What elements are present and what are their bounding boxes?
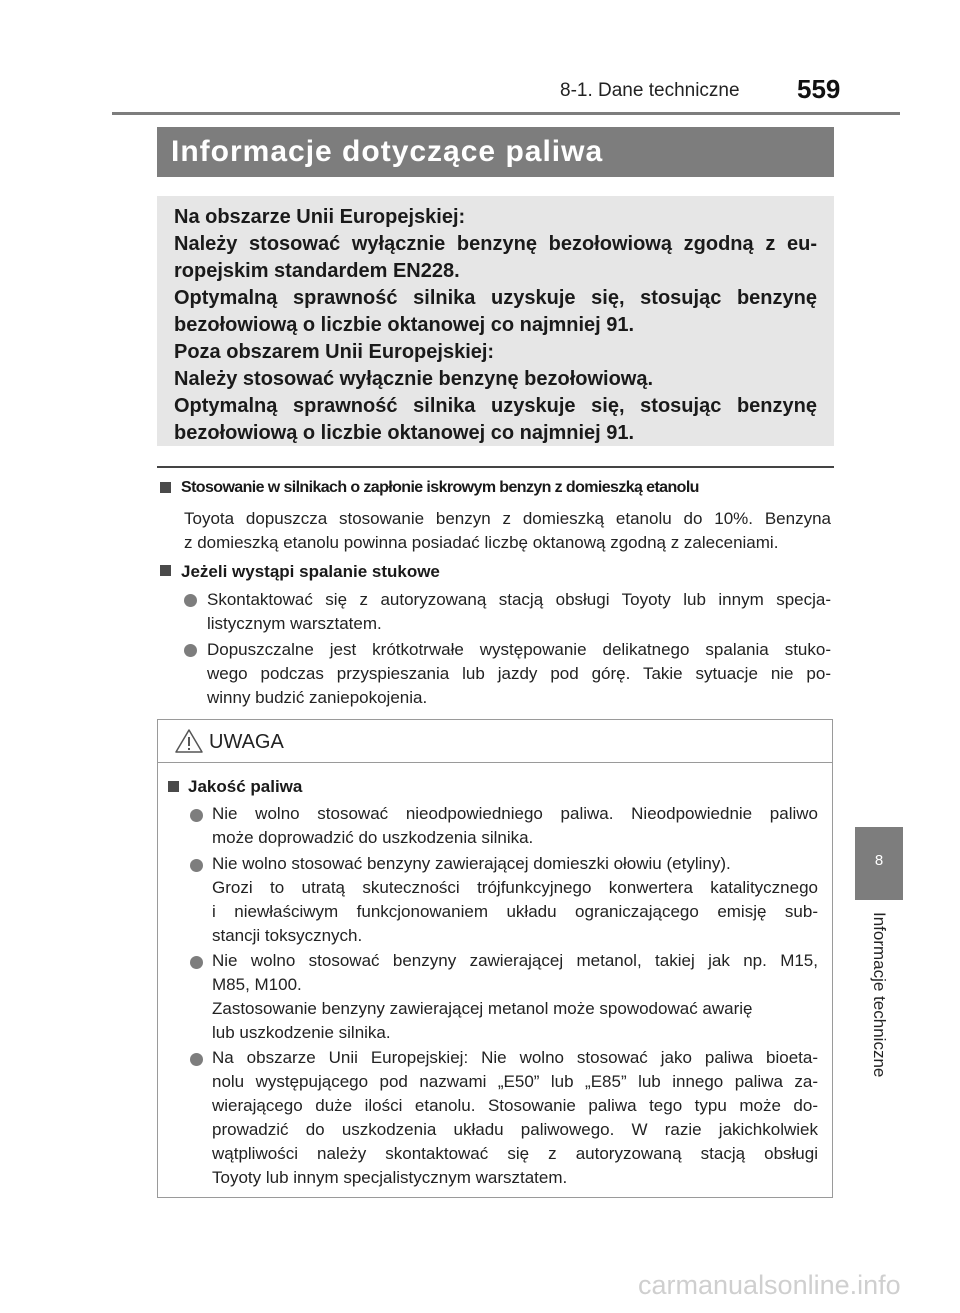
watermark: carmanualsonline.info [638, 1270, 901, 1300]
warning-box [157, 719, 833, 1198]
info-line: Poza obszarem Unii Europejskiej: [174, 341, 495, 363]
bullet-icon [190, 859, 203, 872]
warning-item-text: stancji toksycznych. [212, 926, 363, 945]
fuel-quality-heading: Jakość paliwa [188, 777, 303, 796]
fuel-requirements-box [157, 196, 834, 446]
chapter-number: 8 [874, 852, 884, 869]
warning-item-text: Zastosowanie benzyny zawierającej metanol może spowodować awarię [212, 999, 753, 1018]
warning-item-text: może doprowadzić do uszkodzenia silnika. [212, 828, 534, 847]
ethanol-text: z domieszką etanolu powinna posiadać liczbę oktanową zgodną z zaleceniami. [184, 533, 779, 552]
knock-heading: Jeżeli wystąpi spalanie stukowe [181, 562, 440, 581]
info-line: Na obszarze Unii Europejskiej: [174, 206, 466, 228]
header-divider [112, 112, 900, 115]
square-bullet-icon [160, 565, 171, 576]
warning-item-text: Toyoty lub innym specjalistycznym warsztatem. [212, 1168, 568, 1187]
square-bullet-icon [168, 781, 179, 792]
info-line: Należy stosować wyłącznie benzynę bezołowiową. [174, 368, 654, 390]
section-divider [157, 466, 834, 468]
ethanol-text: Toyota dopuszcza stosowanie benzyn z domieszką etanolu do 10%. Benzyna [184, 509, 831, 528]
knock-item-text: Dopuszczalne jest krótkotrwałe występowanie delikatnego spalania stuko- [207, 640, 831, 659]
ethanol-heading: Stosowanie w silnikach o zapłonie iskrowym benzyn z domieszką etanolu [181, 479, 699, 496]
knock-item-text: wego podczas przyspieszania lub jazdy pod górę. Takie sytuacje nie po- [207, 664, 831, 683]
knock-item-text: listycznym warsztatem. [207, 614, 382, 633]
knock-item-text: winny budzić zaniepokojenia. [207, 688, 428, 707]
info-line: Optymalną sprawność silnika uzyskuje się, stosując benzynę [174, 287, 817, 309]
bullet-icon [190, 956, 203, 969]
info-line: Optymalną sprawność silnika uzyskuje się, stosując benzynę [174, 395, 817, 417]
bullet-icon [184, 644, 197, 657]
warning-item-text: Nie wolno stosować nieodpowiedniego paliwa. Nieodpowiednie paliwo [212, 804, 818, 823]
warning-item-text: wątpliwości należy skontaktować się z autoryzowaną stacją obsługi [212, 1144, 818, 1163]
warning-item-text: i niewłaściwym funkcjonowaniem układu ograniczającego emisję sub- [212, 902, 818, 921]
warning-item-text: Na obszarze Unii Europejskiej: Nie wolno stosować jako paliwa bioeta- [212, 1048, 818, 1067]
page-title: Informacje dotyczące paliwa [171, 135, 604, 168]
chapter-label [864, 912, 894, 1112]
title-bar [157, 127, 834, 177]
knock-item-text: Skontaktować się z autoryzowaną stacją obsługi Toyoty lub innym specja- [207, 590, 831, 609]
square-bullet-icon [160, 482, 171, 493]
info-line: ropejskim standardem EN228. [174, 260, 460, 282]
page-number: 559 [797, 74, 841, 104]
warning-label: UWAGA [209, 731, 284, 753]
chapter-label-text: Informacje techniczne [870, 912, 889, 1078]
section-title: 8-1. Dane techniczne [560, 80, 740, 101]
chapter-tab [855, 827, 903, 900]
warning-item-text: Nie wolno stosować benzyny zawierającej metanol, takiej jak np. M15, [212, 951, 818, 970]
warning-item-text: nolu występującego pod nazwami „E50” lub „E85” lub innego paliwa za- [212, 1072, 818, 1091]
warning-triangle-icon [174, 728, 204, 754]
bullet-icon [190, 1053, 203, 1066]
bullet-icon [184, 594, 197, 607]
bullet-icon [190, 809, 203, 822]
warning-item-text: prowadzić do uszkodzenia układu paliwowego. W razie jakichkolwiek [212, 1120, 818, 1139]
info-line: bezołowiową o liczbie oktanowej co najmniej 91. [174, 422, 635, 444]
warning-item-text: Nie wolno stosować benzyny zawierającej domieszki ołowiu (etyliny). [212, 854, 731, 873]
info-line: bezołowiową o liczbie oktanowej co najmniej 91. [174, 314, 635, 336]
info-line: Należy stosować wyłącznie benzynę bezołowiową zgodną z eu- [174, 233, 817, 255]
warning-item-text: wierającego duże ilości etanolu. Stosowanie paliwa tego typu może do- [212, 1096, 818, 1115]
warning-header-divider [158, 762, 832, 763]
warning-item-text: M85, M100. [212, 975, 302, 994]
warning-item-text: Grozi to utratą skuteczności trójfunkcyjnego konwertera katalitycznego [212, 878, 818, 897]
warning-item-text: lub uszkodzenie silnika. [212, 1023, 391, 1042]
